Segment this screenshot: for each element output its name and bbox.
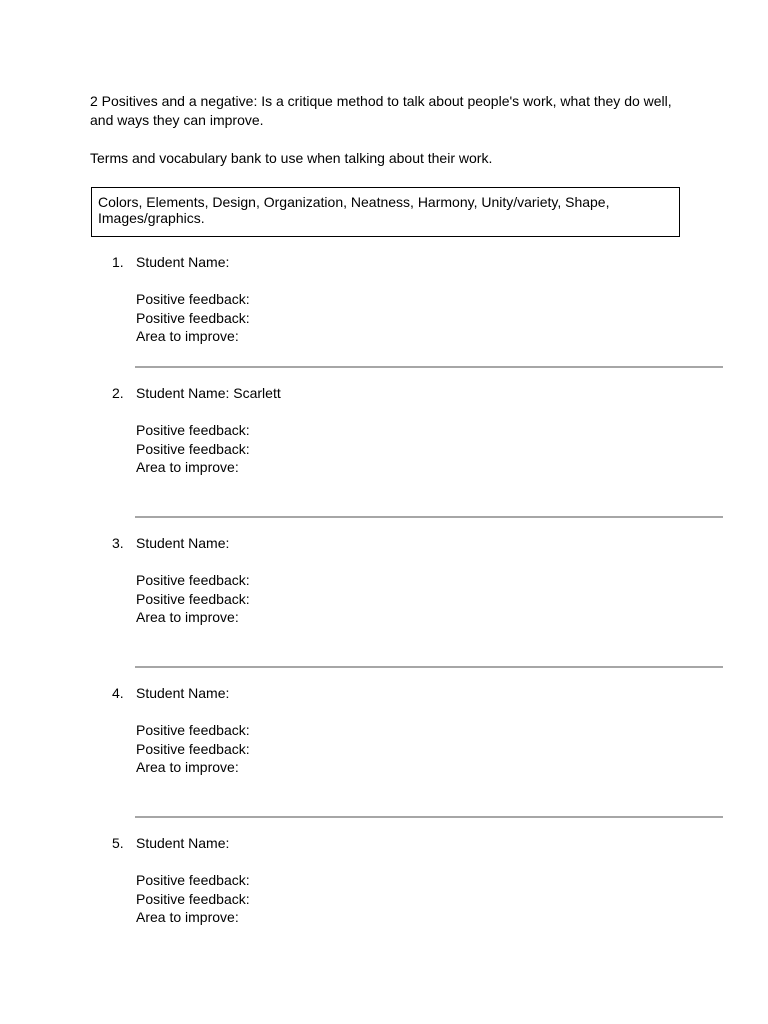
positive-feedback-label: Positive feedback: <box>136 590 250 607</box>
area-to-improve-label: Area to improve: <box>136 759 239 775</box>
item-number: 4. <box>112 685 124 701</box>
separator-line <box>135 816 723 818</box>
separator-line <box>135 666 723 668</box>
positive-feedback-label: Positive feedback: <box>136 722 250 738</box>
item-number: 5. <box>112 835 124 851</box>
feedback-fields <box>136 571 250 627</box>
area-to-improve-label: Area to improve: <box>136 609 239 625</box>
positive-feedback-label: Positive feedback: <box>136 572 250 588</box>
item-number: 1. <box>112 254 124 270</box>
vocab-title: Terms and vocabulary bank to use when talking about their work. <box>90 150 493 166</box>
student-name-label: Student Name: <box>136 254 230 270</box>
positive-feedback-label: Positive feedback: <box>136 440 250 457</box>
positive-feedback-label: Positive feedback: <box>136 740 250 757</box>
student-name-label: Student Name: <box>136 835 230 851</box>
feedback-fields <box>136 721 250 777</box>
positive-feedback-label: Positive feedback: <box>136 291 250 307</box>
item-number: 2. <box>112 385 124 401</box>
item-number: 3. <box>112 535 124 551</box>
positive-feedback-label: Positive feedback: <box>136 872 250 888</box>
separator-line <box>135 366 723 368</box>
feedback-fields <box>136 290 250 346</box>
positive-feedback-label: Positive feedback: <box>136 422 250 438</box>
area-to-improve-label: Area to improve: <box>136 459 239 475</box>
student-name-label: Student Name: Scarlett <box>136 385 281 401</box>
intro-paragraph: 2 Positives and a negative: Is a critique method to talk about people's work, what they do well, and ways they can improve. <box>90 93 672 128</box>
feedback-fields <box>136 421 250 477</box>
area-to-improve-label: Area to improve: <box>136 909 239 925</box>
separator-line <box>135 516 723 518</box>
feedback-fields <box>136 871 250 927</box>
area-to-improve-label: Area to improve: <box>136 328 239 344</box>
positive-feedback-label: Positive feedback: <box>136 890 250 907</box>
student-name-label: Student Name: <box>136 535 230 551</box>
student-name-label: Student Name: <box>136 685 230 701</box>
vocab-bank-box: Colors, Elements, Design, Organization, Neatness, Harmony, Unity/variety, Shape, Images/graphics. <box>91 187 680 237</box>
positive-feedback-label: Positive feedback: <box>136 309 250 326</box>
